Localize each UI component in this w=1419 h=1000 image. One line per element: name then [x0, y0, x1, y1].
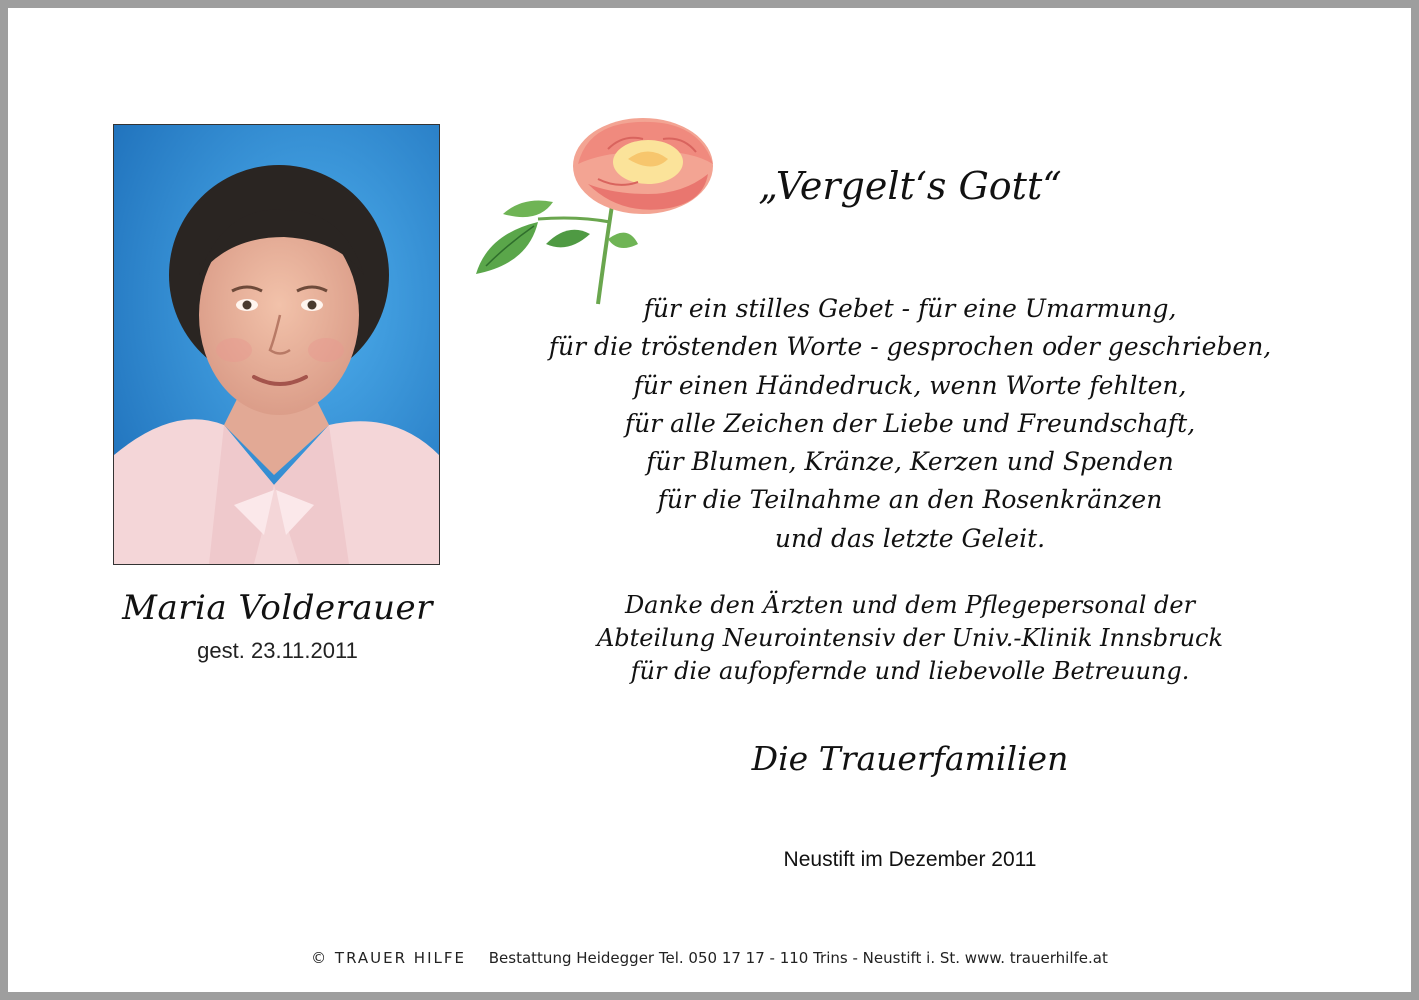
- poem-line: und das letzte Geleit.: [774, 523, 1046, 553]
- poem-line: für die Teilnahme an den Rosenkränzen: [657, 485, 1163, 515]
- heading: „Vergelt‘s Gott“: [758, 164, 1062, 208]
- footer: [100, 949, 1319, 967]
- thanks-line: Abteilung Neurointensiv der Univ.-Klinik Innsbruck: [596, 624, 1224, 652]
- portrait-photo: [113, 124, 440, 565]
- brand-name: TRAUER HILFE: [334, 949, 466, 967]
- thanks-line: Danke den Ärzten und dem Pflegepersonal der: [624, 591, 1196, 619]
- thanks-paragraph: [480, 589, 1340, 688]
- deceased-name: Maria Volderauer: [122, 588, 433, 628]
- footer-info: Bestattung Heidegger Tel. 050 17 17 - 110 Trins - Neustift i. St. www. trauerhilfe.at: [488, 949, 1108, 967]
- poem: [480, 290, 1340, 558]
- signature: Die Trauerfamilien: [751, 739, 1069, 778]
- copyright-symbol: ©: [311, 949, 327, 967]
- poem-line: für einen Händedruck, wenn Worte fehlten,: [633, 370, 1187, 400]
- poem-line: für Blumen, Kränze, Kerzen und Spenden: [646, 447, 1174, 477]
- poem-line: für die tröstenden Worte - gesprochen oder geschrieben,: [548, 332, 1272, 362]
- death-date: gest. 23.11.2011: [197, 638, 358, 663]
- thanks-line: für die aufopfernde und liebevolle Betreuung.: [630, 657, 1190, 685]
- place-date: Neustift im Dezember 2011: [783, 848, 1037, 871]
- poem-line: für ein stilles Gebet - für eine Umarmung,: [643, 294, 1177, 323]
- rose-illustration: [468, 104, 748, 309]
- poem-line: für alle Zeichen der Liebe und Freundschaft,: [624, 408, 1196, 438]
